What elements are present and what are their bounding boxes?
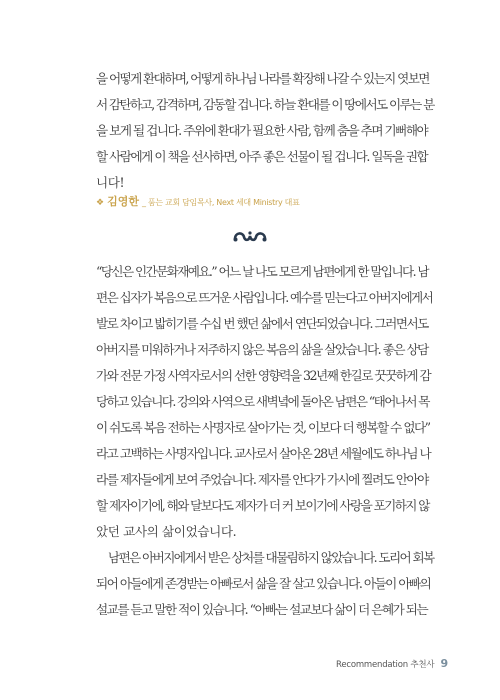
recommender-description: _ 품는 교회 담임목사, Next 세대 Ministry 대표	[141, 198, 300, 207]
text-line: 편은 십자가 복음으로 뜨거운 사람입니다. 예수를 믿는다고 아버지에게서	[96, 290, 433, 305]
text-line: 을 보게 될 겁니다. 주위에 환대가 필요한 사람, 함께 춤을 추며 기뻐해야	[96, 123, 428, 138]
page-footer	[336, 652, 448, 671]
text-line: 라를 제자들에게 보여 주었습니다. 제자를 안다가 가시에 찔려도 안아야	[96, 472, 428, 487]
text-line: 이 쉬도록 복음 전하는 사명자로 살아가는 것, 이보다 더 행복할 수 없다”	[96, 420, 430, 435]
text-line: 할 사람에게 이 책을 선사하면, 아주 좋은 선물이 될 겁니다. 일독을 권합	[96, 149, 428, 164]
text-line: 았던 교사의 삶이었습니다.	[96, 524, 237, 539]
text-line: 가와 전문 가정 사역자로서의 선한 영향력을 32년째 한길로 꿋꿋하게 감	[96, 368, 431, 383]
text-line: 남편은 아버지에게서 받은 상처를 대물림하지 않았습니다. 도리어 회복	[108, 550, 434, 565]
text-line: 니다!	[96, 175, 125, 190]
text-line: 설교를 듣고 말한 적이 있습니다. “아빠는 설교보다 삶이 더 은혜가 되는	[96, 602, 428, 617]
text-line: 되어 아들에게 존경받는 아빠로서 삶을 잘 살고 있습니다. 아들이 아빠의	[96, 576, 431, 591]
text-line: 아버지를 미워하거나 저주하지 않은 복음의 삶을 살았습니다. 좋은 상담	[96, 342, 428, 357]
flourish-ornament-icon	[232, 228, 268, 244]
text-line: 서 감탄하고, 감격하며, 감동할 겁니다. 하늘 환대를 이 땅에서도 이루는 분	[96, 97, 434, 112]
text-line: “당신은 인간문화재예요.” 어느 날 나도 모르게 남편에게 한 말입니다. 남	[96, 264, 428, 279]
page-number: 9	[440, 657, 449, 670]
text-line: 발로 차이고 밟히기를 수십 번 했던 삶에서 연단되었습니다. 그러면서도	[96, 316, 428, 331]
recommendation-main-text	[96, 259, 434, 623]
diamond-bullet-icon: ❖	[96, 198, 105, 208]
recommendation-paragraph-top	[96, 66, 434, 196]
text-line: 당하고 있습니다. 강의와 사역으로 새벽녘에 돌아온 남편은 “태어나서 목	[96, 394, 429, 409]
recommender-attribution	[96, 193, 300, 209]
text-line: 을 어떻게 환대하며, 어떻게 하나님 나라를 확장해 나갈 수 있는지 엿보면	[96, 71, 429, 86]
section-label: Recommendation 추천사	[336, 660, 435, 670]
text-line: 할 제자이기에, 해와 달보다도 제자가 더 커 보이기에 사랑을 포기하지 않	[96, 498, 429, 513]
text-line: 라고 고백하는 사명자입니다. 교사로서 살아온 28년 세월에도 하나님 나	[96, 446, 431, 461]
recommender-name: 김영한	[107, 195, 139, 208]
